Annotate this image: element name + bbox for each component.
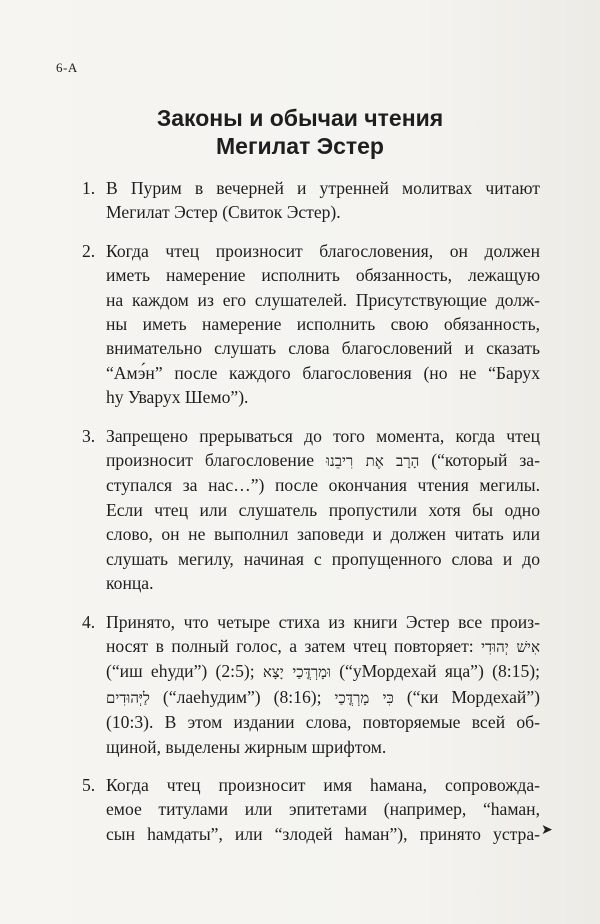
item-line — [106, 685, 540, 710]
rules-list — [82, 176, 540, 860]
hebrew-text: לַיְּהוּדִים — [106, 688, 150, 707]
item-text: (“лаеhудим”) (8:16); — [162, 686, 322, 707]
hebrew-text: הָרָב אֶת רִיבֵנוּ — [326, 452, 420, 471]
item-line: В Пурим в вечерней и утренней молитвах читают — [106, 178, 540, 198]
item-text: (“который за- — [431, 450, 540, 471]
item-number: 2. — [82, 240, 96, 261]
item-line: (10:3). В этом издании слова, повторяемые всей об- — [106, 712, 540, 733]
item-line — [106, 634, 540, 659]
list-item — [82, 773, 540, 846]
item-line — [106, 659, 540, 684]
item-line: hу Уварух Шемо”). — [106, 387, 249, 408]
page-number: 6-A — [56, 60, 78, 75]
item-line: Запрещено прерываться до того момента, когда чтец — [106, 425, 540, 446]
hebrew-text: אִישׁ יְהוּדִי — [481, 637, 540, 656]
item-line: на каждом из его слушателей. Присутствующие долж- — [106, 289, 540, 310]
list-item — [82, 424, 540, 596]
page-title — [0, 104, 600, 160]
item-line: Когда чтец произносит имя hамана, сопровожда- — [106, 774, 540, 795]
item-line: Принято, что четыре стиха из книги Эстер все произ- — [106, 611, 540, 632]
item-text: (“уМордехай яца”) (8:15); — [339, 661, 540, 682]
item-line: сын hамдаты”, или “злодей hаман”), принято устра- — [106, 823, 540, 844]
item-line: конца. — [106, 573, 154, 594]
item-line: Мегилат Эстер (Свиток Эстер). — [106, 202, 341, 223]
list-item — [82, 610, 540, 759]
item-text: носят в полный голос, а затем чтец повторяет: — [106, 635, 474, 656]
item-text: (“ки Мордехай”) — [406, 686, 540, 707]
item-line — [106, 448, 540, 473]
list-item — [82, 176, 540, 225]
item-line: слушать мегилу, начиная с пропущенного слова и до — [106, 548, 540, 569]
item-number: 5. — [82, 774, 96, 795]
item-line: внимательно слушать слова благословений и сказать — [106, 338, 540, 359]
item-line: слово, он не выполнил заповеди и должен читать или — [106, 524, 540, 545]
list-item — [82, 239, 540, 410]
item-number: 3. — [82, 425, 96, 446]
hebrew-text: וּמָרְדֳּכַי יָצָא — [262, 663, 331, 682]
item-line: Когда чтец произносит благословения, он должен — [106, 240, 540, 261]
item-line: иметь намерение исполнить обязанность, лежащую — [106, 265, 540, 286]
item-line: “Амэ́н” после каждого благословения (но не “Барух — [106, 362, 540, 383]
item-line: щиной, выделены жирным шрифтом. — [106, 736, 387, 757]
item-line: ступался за нас…”) после окончания чтения мегилы. — [106, 475, 540, 496]
item-number: 1. — [82, 178, 96, 198]
item-text: (“иш еhуди”) (2:5); — [106, 661, 255, 682]
item-line: емое титулами или эпитетами (например, “hаман, — [106, 799, 540, 820]
item-line: Если чтец или слушатель пропустили хотя бы одно — [106, 499, 540, 520]
arrow-right-icon: ➤ — [541, 823, 553, 838]
item-line: ны иметь намерение исполнить свою обязанность, — [106, 314, 540, 335]
page-title-line-1: Законы и обычаи чтения — [156, 105, 444, 131]
page-title-line-2: Мегилат Эстер — [216, 133, 384, 159]
item-text: произносит благословение — [106, 450, 315, 471]
item-number: 4. — [82, 611, 96, 632]
hebrew-text: כִּי מָרְדֳּכַי — [334, 688, 394, 707]
